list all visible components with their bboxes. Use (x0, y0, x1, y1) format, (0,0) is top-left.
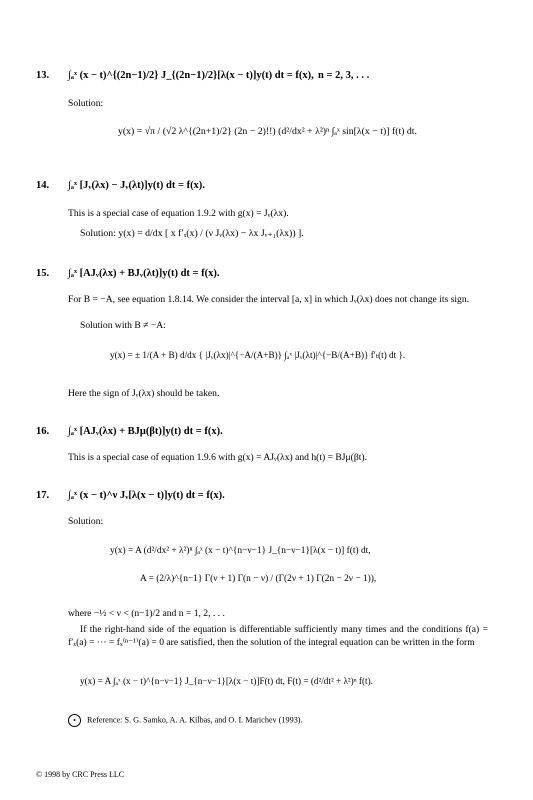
reference (68, 714, 303, 727)
equation-condition: n = 2, 3, . . . (318, 70, 370, 81)
solution-label: Solution: (68, 98, 104, 109)
reference-text: Reference: S. G. Samko, A. A. Kilbas, and O. I. Marichev (1993). (87, 715, 303, 725)
equation-17: ∫ₐˣ (x − t)^ν Jᵥ[λ(x − t)]y(t) dt = f(x). (68, 490, 225, 501)
equation-number: 14. (36, 180, 50, 191)
solution-formula: A = (2/λ)^{n−1} Γ(ν + 1) Γ(n − ν) / (Γ(2ν + 1) Γ(2n − 2ν − 1)), (140, 574, 377, 584)
footer: © 1998 by CRC Press LLC (36, 770, 125, 779)
equation-number: 17. (36, 490, 50, 501)
equation-number: 13. (36, 70, 50, 81)
paragraph: This is a special case of equation 1.9.6 with g(x) = AJᵥ(λx) and h(t) = BJμ(βt). (68, 452, 368, 463)
equation-13: ∫ₐˣ (x − t)^{(2n−1)/2} J_{(2n−1)/2}[λ(x − t)]y(t) dt = f(x), (68, 70, 314, 81)
solution-formula: y(x) = √π / (√2 λ^{(2n+1)/2} (2n − 2)!!) (d²/dx² + λ²)ⁿ ∫ₐˣ sin[λ(x − t)] f(t) dt. (118, 126, 417, 137)
paragraph: Solution with B ≠ −A: (80, 320, 166, 331)
paragraph: If the right-hand side of the equation is differentiable sufficiently many times and the conditions f(a) = f′ₓ(a) = ··· = fₓ⁽ⁿ⁻¹⁾(a) = 0 are satisfied, then the solution of the integral equation can be written in the form (68, 624, 488, 648)
circle-dot-icon: • (68, 714, 81, 727)
equation-14: ∫ₐˣ [Jᵥ(λx) − Jᵥ(λt)]y(t) dt = f(x). (68, 180, 205, 191)
solution-formula: y(x) = A ∫ₐˣ (x − t)^{n−ν−1} J_{n−ν−1}[λ(x − t)]F(t) dt, F(t) = (d²/dt² + λ²)ⁿ f(t). (80, 676, 373, 686)
paragraph: This is a special case of equation 1.9.2 with g(x) = Jᵥ(λx). (68, 208, 289, 219)
paragraph: where −½ < ν < (n−1)/2 and n = 1, 2, . . . (68, 608, 225, 619)
paragraph: Here the sign of Jᵥ(λx) should be taken. (68, 388, 220, 399)
equation-15: ∫ₐˣ [AJᵥ(λx) + BJᵥ(λt)]y(t) dt = f(x). (68, 268, 220, 279)
paragraph: For B = −A, see equation 1.8.14. We consider the interval [a, x] in which Jᵥ(λx) does not change its sign. (68, 294, 470, 305)
equation-number: 15. (36, 268, 50, 279)
equation-16: ∫ₐˣ [AJᵥ(λx) + BJμ(βt)]y(t) dt = f(x). (68, 426, 223, 437)
equation-number: 16. (36, 426, 50, 437)
solution-formula: Solution: y(x) = d/dx [ x f′ₓ(x) / (ν Jᵥ(λx) − λx Jᵥ₊₁(λx)) ]. (80, 228, 304, 239)
solution-formula: y(x) = ± 1/(A + B) d/dx { |Jᵥ(λx)|^{−A/(A+B)} ∫ₐˣ |Jᵥ(λt)|^{−B/(A+B)} f′ₜ(t) dt }. (110, 350, 406, 360)
solution-formula: y(x) = A (d²/dx² + λ²)ⁿ ∫ₐˣ (x − t)^{n−ν−1} J_{n−ν−1}[λ(x − t)] f(t) dt, (110, 546, 371, 556)
solution-label: Solution: (68, 516, 104, 527)
